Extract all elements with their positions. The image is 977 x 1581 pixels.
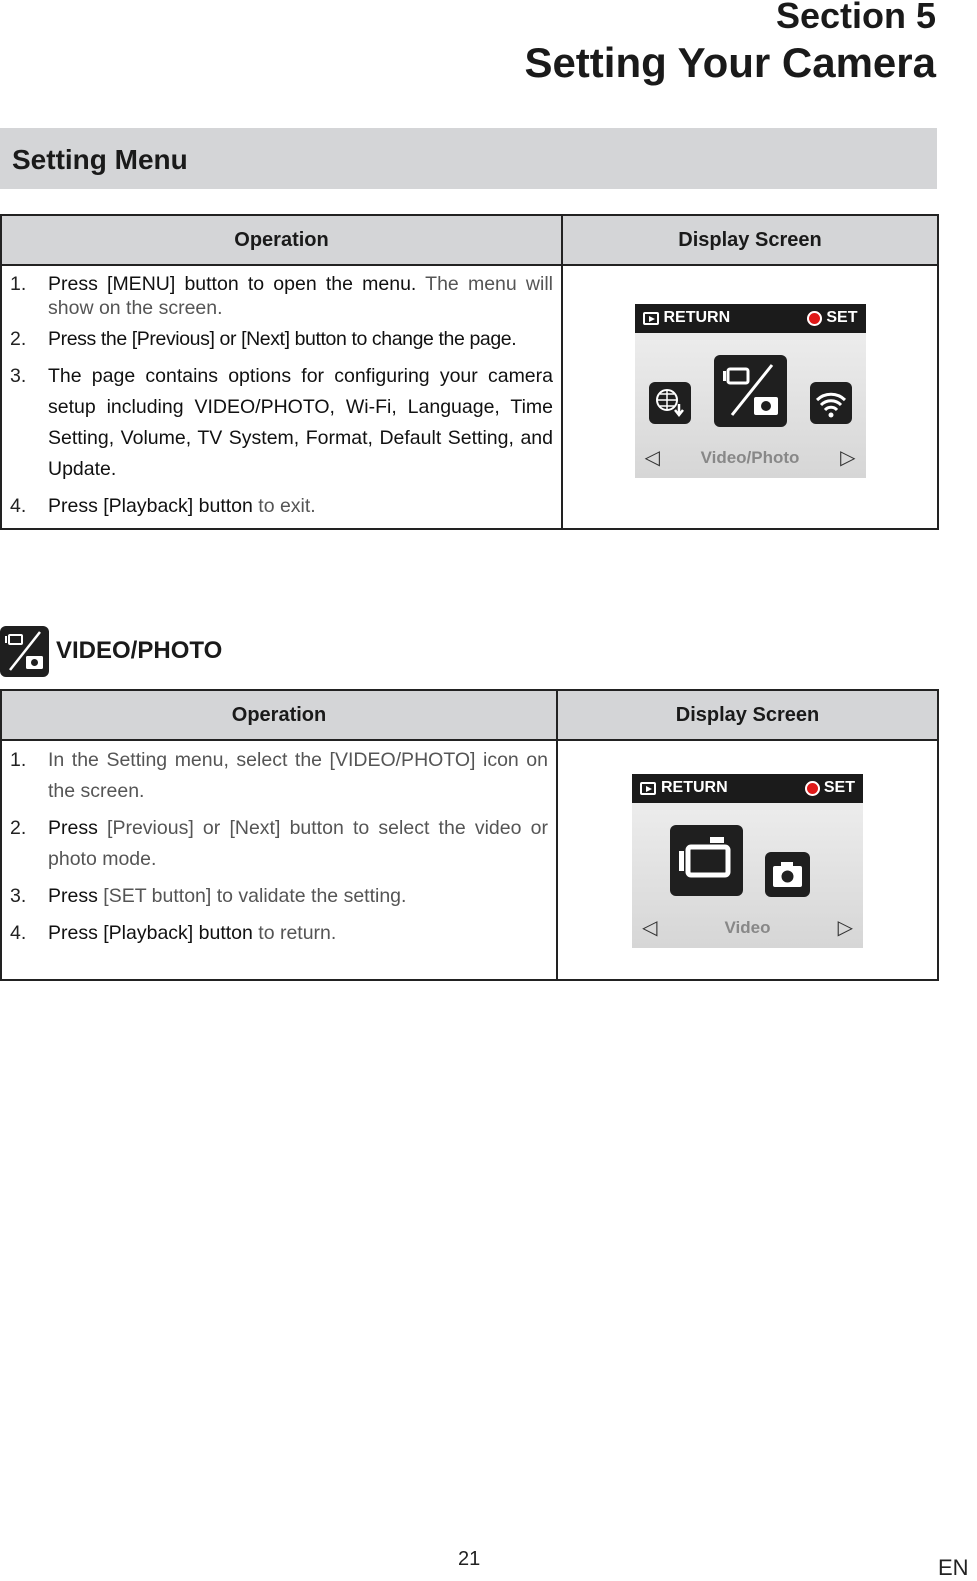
video-photo-title: VIDEO/PHOTO (56, 637, 223, 664)
camera-screen-video (632, 774, 863, 948)
step-item: 1. Press [MENU] button to open the menu. The menu will show on the screen. (10, 273, 553, 319)
page-header (524, 0, 936, 88)
previous-arrow-icon: ◁ (642, 917, 658, 939)
display-screen-cell (562, 265, 938, 529)
step-item: 2. Press the [Previous] or [Next] button to change the page. (10, 328, 517, 350)
previous-arrow-icon: ◁ (644, 447, 660, 469)
language-globe-icon (649, 382, 691, 424)
operation-column-header: Operation (1, 215, 562, 265)
screen-page-label: Video (724, 918, 771, 937)
operation-cell (1, 740, 557, 980)
playback-icon (640, 782, 656, 795)
step-item: 3. Press [SET button] to validate the setting. (10, 885, 407, 907)
screen-page-label: Video/Photo (700, 448, 800, 467)
screen-top-bar: RETURN SET (632, 774, 863, 803)
operation-column-header: Operation (1, 690, 557, 740)
video-camera-icon (670, 825, 743, 896)
operation-cell (1, 265, 562, 529)
record-icon (807, 311, 822, 326)
setting-menu-heading: Setting Menu (12, 144, 188, 175)
playback-icon (643, 312, 659, 325)
video-photo-heading (0, 625, 222, 677)
step-item: 3. The page contains options for configuring your camera setup including VIDEO/PHOTO, Wi-Fi, Language, Time Setting, Volume, TV System, Format, Default Setting, and Update. (10, 365, 553, 480)
record-icon (805, 781, 820, 796)
video-photo-table (0, 689, 939, 981)
display-screen-column-header: Display Screen (562, 215, 938, 265)
screen-top-bar: RETURN SET (635, 304, 866, 333)
next-arrow-icon: ▷ (840, 447, 856, 469)
camera-screen-setting-menu (635, 304, 866, 478)
step-item: 2. Press [Previous] or [Next] button to select the video or photo mode. (10, 817, 548, 870)
setting-menu-heading-bar (0, 128, 937, 189)
photo-camera-icon (765, 852, 810, 897)
wifi-icon (810, 382, 852, 424)
page-title: Setting Your Camera (524, 39, 936, 86)
step-item: 4. Press [Playback] button to exit. (10, 495, 316, 517)
page-number: 21 (458, 1548, 481, 1570)
setting-menu-table (0, 214, 939, 530)
language-tag: EN (938, 1555, 969, 1580)
video-photo-icon (714, 355, 787, 427)
video-photo-icon (0, 626, 49, 677)
section-number: Section 5 (775, 0, 936, 36)
display-screen-cell (557, 740, 938, 980)
display-screen-column-header: Display Screen (557, 690, 938, 740)
step-item: 1. In the Setting menu, select the [VIDEO/PHOTO] icon on the screen. (10, 749, 548, 802)
next-arrow-icon: ▷ (837, 917, 853, 939)
step-item: 4. Press [Playback] button to return. (10, 922, 337, 944)
